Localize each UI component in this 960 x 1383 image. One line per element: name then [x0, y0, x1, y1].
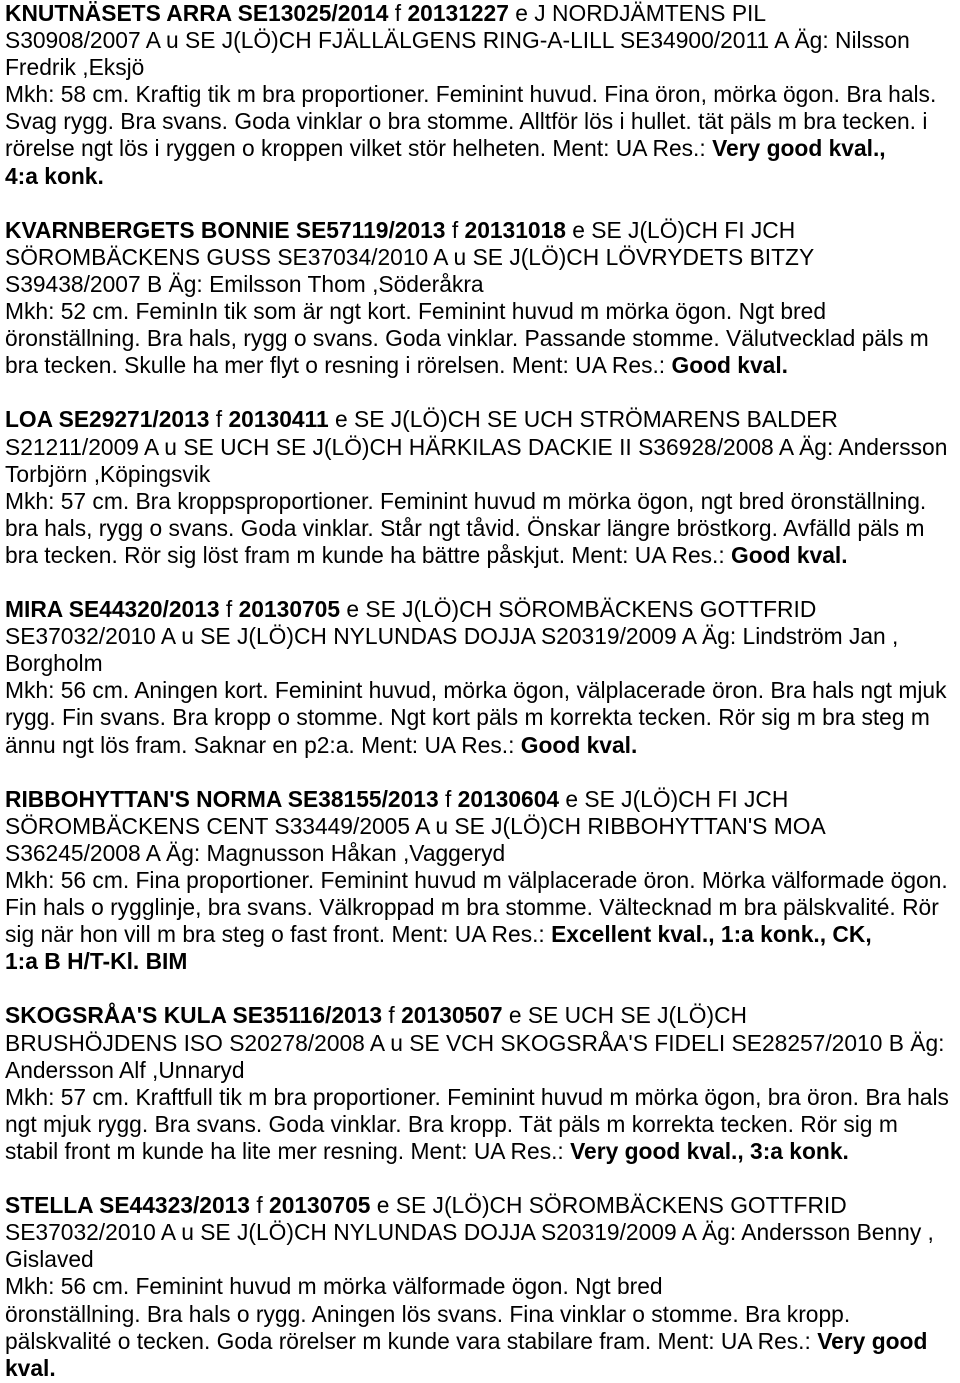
critique-text: Mkh: 56 cm. Feminint huvud m mörka välformade ögon. Ngt bred [5, 1273, 663, 1300]
birth-date: 20130604 [457, 785, 560, 812]
critique-line [5, 677, 960, 704]
pedigree-line [5, 1219, 960, 1246]
result-text: Good kval. [731, 541, 848, 568]
birth-date: 20130705 [269, 1192, 371, 1219]
sex-marker: f [438, 785, 458, 812]
critique-text: ngt mjuk rygg. Bra svans. Goda vinklar. Bra kropp. Tät päls m korrekta tecken. Rör sig m [5, 1110, 898, 1137]
pedigree-line [5, 434, 960, 461]
pedigree-line [5, 813, 960, 840]
critique-line [5, 1273, 960, 1300]
dog-name-reg: SKOGSRÅA'S KULA SE35116/2013 [5, 1002, 383, 1029]
sex-marker: f [219, 596, 239, 623]
owner-line [5, 271, 960, 298]
critique-line [5, 488, 960, 515]
critique-text: pälskvalité o tecken. Goda rörelser m kunde vara stabilare fram. Ment: UA Res.: [5, 1327, 818, 1354]
dog-entry [5, 1192, 960, 1382]
sex-marker: f [388, 0, 408, 26]
entry-header-line [5, 406, 960, 433]
critique-text: Mkh: 56 cm. Aningen kort. Feminint huvud, mörka ögon, välplacerade öron. Bra hals ngt mjuk [5, 677, 947, 704]
critique-line [5, 1328, 960, 1355]
sire-text: e SE J(LÖ)CH FI JCH [565, 216, 796, 243]
critique-text: öronställning. Bra hals o rygg. Aningen lös svans. Fina vinklar o stomme. Bra kropp. [5, 1300, 851, 1327]
pedigree-text: SÖROMBÄCKENS GUSS SE37034/2010 A u SE J(LÖ)CH LÖVRYDETS BITZY [5, 243, 815, 270]
result-text: 1:a B H/T-Kl. BIM [5, 948, 188, 975]
pedigree-line [5, 1030, 960, 1057]
critique-text: Svag rygg. Bra svans. Goda vinklar o bra stomme. Alltför lös i hullet. tät päls m bra tecken. i [5, 108, 928, 135]
critique-text: Mkh: 56 cm. Fina proportioner. Feminint huvud m välplacerade öron. Mörka välformade ögon. [5, 867, 948, 893]
sire-text: e SE J(LÖ)CH SE UCH STRÖMARENS BALDER [328, 406, 838, 433]
dog-entry [5, 0, 960, 190]
sex-marker: f [209, 406, 229, 433]
pedigree-text: SE37032/2010 A u SE J(LÖ)CH NYLUNDAS DOJJA S20319/2009 A Äg: Andersson Benny , [5, 1219, 934, 1246]
dog-name-reg: KVARNBERGETS BONNIE SE57119/2013 [5, 216, 446, 243]
dog-name-reg: LOA SE29271/2013 [5, 406, 210, 433]
owner-line [5, 840, 960, 867]
result-text: Very good [817, 1327, 928, 1354]
dog-name-reg: RIBBOHYTTAN'S NORMA SE38155/2013 [5, 785, 439, 812]
critique-line [5, 1301, 960, 1328]
critique-line [5, 732, 960, 759]
result-line [5, 948, 960, 975]
dog-entry [5, 1002, 960, 1165]
entry-header-line [5, 1002, 960, 1029]
critique-line [5, 704, 960, 731]
owner-line [5, 1246, 960, 1273]
entry-header-line [5, 0, 960, 27]
result-line [5, 163, 960, 190]
critique-text: bra hals, rygg o svans. Goda vinklar. Står ngt tåvid. Önskar längre bröstkorg. Avfälld päls m [5, 514, 925, 541]
result-line [5, 1355, 960, 1382]
owner-text: Borgholm [5, 650, 103, 677]
sex-marker: f [445, 216, 465, 243]
critique-text: öronställning. Bra hals, rygg o svans. Goda vinklar. Passande stomme. Välutvecklad päls m [5, 325, 929, 352]
sire-text: e SE J(LÖ)CH SÖROMBÄCKENS GOTTFRID [370, 1192, 847, 1219]
birth-date: 20131227 [407, 0, 509, 26]
entry-header-line [5, 1192, 960, 1219]
critique-line [5, 894, 960, 921]
sire-text: e J NORDJÄMTENS PIL [508, 0, 767, 26]
critique-line [5, 1111, 960, 1138]
owner-text: Torbjörn ,Köpingsvik [5, 460, 211, 487]
pedigree-text: SÖROMBÄCKENS CENT S33449/2005 A u SE J(LÖ)CH RIBBOHYTTAN'S MOA [5, 812, 826, 839]
critique-line [5, 298, 960, 325]
critique-line [5, 1138, 960, 1165]
critique-text: Mkh: 58 cm. Kraftig tik m bra proportioner. Feminint huvud. Fina öron, mörka ögon. Bra hals. [5, 81, 937, 108]
dog-entry [5, 786, 960, 976]
pedigree-line [5, 27, 960, 54]
result-text: Very good kval., [712, 135, 886, 162]
dog-entry [5, 596, 960, 759]
entry-header-line [5, 217, 960, 244]
critique-line [5, 867, 960, 894]
dog-entry [5, 217, 960, 380]
critique-text: rörelse ngt lös i ryggen o kroppen vilket stör helheten. Ment: UA Res.: [5, 135, 713, 162]
dog-name-reg: KNUTNÄSETS ARRA SE13025/2014 [5, 0, 389, 26]
critique-text: bra tecken. Skulle ha mer flyt o resning i rörelsen. Ment: UA Res.: [5, 352, 672, 379]
sex-marker: f [382, 1002, 402, 1029]
pedigree-line [5, 623, 960, 650]
pedigree-text: S30908/2007 A u SE J(LÖ)CH FJÄLLÄLGENS RING-A-LILL SE34900/2011 A Äg: Nilsson [5, 27, 910, 54]
critique-text: Mkh: 57 cm. Kraftfull tik m bra proportioner. Feminint huvud m mörka ögon, bra öron. Bra hals [5, 1083, 949, 1110]
owner-text: Gislaved [5, 1246, 94, 1273]
critique-line [5, 108, 960, 135]
critique-text: sig när hon vill m bra steg o fast front. Ment: UA Res.: [5, 921, 552, 948]
critique-text: bra tecken. Rör sig löst fram m kunde ha bättre påskjut. Ment: UA Res.: [5, 541, 732, 568]
owner-text: S39438/2007 B Äg: Emilsson Thom ,Söderåkra [5, 270, 484, 297]
birth-date: 20130705 [238, 596, 341, 623]
result-text: Good kval. [520, 731, 638, 758]
owner-line [5, 54, 960, 81]
critique-text: ännu ngt lös fram. Saknar en p2:a. Ment: UA Res.: [5, 731, 521, 758]
result-text: Excellent kval., 1:a konk., CK, [551, 921, 872, 948]
owner-text: Fredrik ,Eksjö [5, 54, 145, 81]
owner-line [5, 461, 960, 488]
critique-line [5, 515, 960, 542]
pedigree-text: BRUSHÖJDENS ISO S20278/2008 A u SE VCH SKOGSRÅA'S FIDELI SE28257/2010 B Äg: [5, 1029, 945, 1056]
owner-line [5, 650, 960, 677]
critique-text: Mkh: 57 cm. Bra kroppsproportioner. Feminint huvud m mörka ögon, ngt bred öronställning. [5, 487, 927, 514]
owner-line [5, 1057, 960, 1084]
dog-name-reg: MIRA SE44320/2013 [5, 596, 220, 623]
sex-marker: f [250, 1192, 270, 1219]
critique-text: rygg. Fin svans. Bra kropp o stomme. Ngt kort päls m korrekta tecken. Rör sig m bra steg m [5, 704, 930, 731]
dog-entry [5, 406, 960, 569]
birth-date: 20131018 [464, 216, 566, 243]
critique-line [5, 135, 960, 162]
entry-header-line [5, 596, 960, 623]
pedigree-text: SE37032/2010 A u SE J(LÖ)CH NYLUNDAS DOJJA S20319/2009 A Äg: Lindström Jan , [5, 623, 899, 650]
critique-line [5, 921, 960, 948]
critique-text: Mkh: 52 cm. FeminIn tik som är ngt kort. Feminint huvud m mörka ögon. Ngt bred [5, 298, 826, 325]
critique-text: stabil front m kunde ha lite mer resning. Ment: UA Res.: [5, 1137, 571, 1164]
birth-date: 20130411 [228, 406, 329, 433]
critique-line [5, 81, 960, 108]
result-text: Very good kval., 3:a konk. [570, 1137, 849, 1164]
entry-header-line [5, 786, 960, 813]
dog-name-reg: STELLA SE44323/2013 [5, 1192, 250, 1219]
birth-date: 20130507 [401, 1002, 503, 1029]
owner-text: S36245/2008 A Äg: Magnusson Håkan ,Vaggeryd [5, 839, 506, 866]
result-text: 4:a konk. [5, 162, 104, 189]
critique-line [5, 325, 960, 352]
sire-text: e SE J(LÖ)CH SÖROMBÄCKENS GOTTFRID [340, 596, 817, 623]
sire-text: e SE J(LÖ)CH FI JCH [559, 785, 789, 812]
critique-line [5, 352, 960, 379]
pedigree-line [5, 244, 960, 271]
pedigree-text: S21211/2009 A u SE UCH SE J(LÖ)CH HÄRKILAS DACKIE II S36928/2008 A Äg: Andersson [5, 433, 948, 460]
critique-text: Fin hals o rygglinje, bra svans. Välkroppad m bra stomme. Vältecknad m bra pälskvalité. Rör [5, 894, 939, 921]
result-text: Good kval. [671, 352, 789, 379]
result-text: kval. [5, 1354, 56, 1381]
critique-line [5, 1084, 960, 1111]
owner-text: Andersson Alf ,Unnaryd [5, 1056, 245, 1083]
sire-text: e SE UCH SE J(LÖ)CH [502, 1002, 748, 1029]
critique-line [5, 542, 960, 569]
